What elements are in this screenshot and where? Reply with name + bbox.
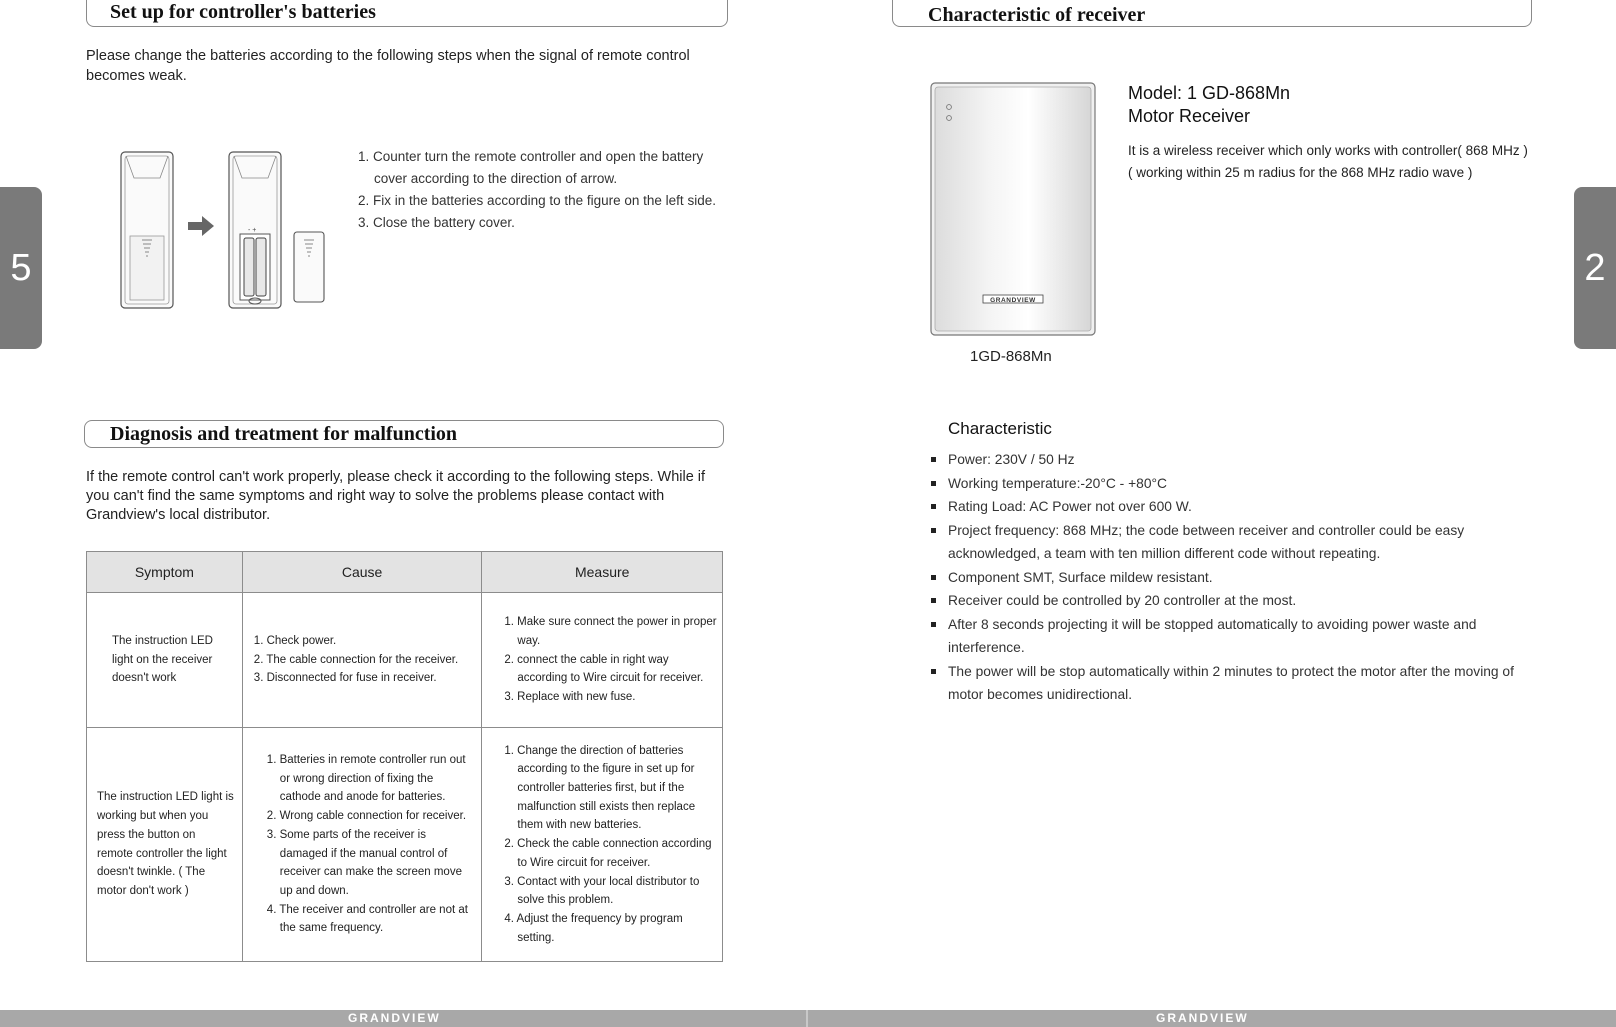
list-item: Power: 230V / 50 Hz — [948, 448, 1548, 472]
battery-step-1-line2: cover according to the direction of arrow. — [374, 171, 618, 186]
page-number-tab-left — [0, 187, 42, 349]
list-item: Working temperature:-20°C - +80°C — [948, 472, 1548, 496]
symptom-cell: The instruction LED light on the receiver doesn't work — [87, 593, 243, 728]
measure-cell — [482, 593, 723, 728]
remote-open-icon — [229, 152, 281, 308]
cause-item: 1. Batteries in remote controller run out or wrong direction of fixing the cathode and anode for batteries. — [266, 753, 466, 804]
direction-arrow-icon — [188, 216, 214, 236]
measure-item: 3. Replace with new fuse. — [504, 691, 636, 704]
list-item: Component SMT, Surface mildew resistant. — [948, 566, 1548, 590]
measure-item: 1. Change the direction of batteries according to the figure in set up for controller batteries first, but if the malfunction still exists then replace them with new batteries. — [504, 744, 696, 832]
footer-logo-right: GRANDVIEW — [1156, 1011, 1249, 1025]
header-cause: Cause — [242, 552, 482, 593]
battery-step-1-line1: 1. Counter turn the remote controller and open the battery — [358, 149, 704, 164]
cause-item: 2. The cable connection for the receiver. — [253, 653, 459, 666]
page-number-tab-right — [1574, 187, 1616, 349]
cause-item: 3. Some parts of the receiver is damaged if the manual control of receiver can make the screen move up and down. — [266, 828, 462, 897]
cause-cell — [242, 728, 482, 962]
description-line: It is a wireless receiver which only works with controller( 868 MHz ) — [1128, 143, 1528, 158]
cause-item: 3. Disconnected for fuse in receiver. — [253, 672, 437, 685]
measure-cell — [482, 728, 723, 962]
battery-cover-icon — [294, 232, 324, 302]
device-logo: GRANDVIEW — [990, 297, 1036, 304]
footer-bar — [0, 1010, 1616, 1027]
cause-item: 1. Check power. — [253, 634, 337, 647]
diagnosis-title: Diagnosis and treatment for malfunction — [110, 423, 458, 445]
measure-item: 2. Check the cable connection according to Wire circuit for receiver. — [504, 838, 712, 869]
header-symptom: Symptom — [87, 552, 243, 593]
batteries-intro: Please change the batteries according to the following steps when the signal of remote control becomes weak. — [86, 48, 690, 84]
device-caption: 1GD-868Mn — [970, 348, 1052, 365]
cause-item: 2. Wrong cable connection for receiver. — [266, 810, 467, 823]
battery-steps — [358, 146, 738, 234]
list-item: After 8 seconds projecting it will be stopped automatically to avoiding power waste and interference. — [948, 613, 1548, 660]
table-header-row — [87, 552, 723, 593]
diagnosis-intro: If the remote control can't work properly, please check it according to the following steps. While if you can't find the same symptoms and right way to solve the problems please contact with Grandview's local distributor. — [86, 469, 706, 523]
symptom-cell: The instruction LED light is working but when you press the button on remote controller the light doesn't twinkle. ( The motor don't work ) — [87, 728, 243, 962]
receiver-title: Characteristic of receiver — [928, 4, 1146, 26]
battery-step-1 — [358, 146, 738, 190]
list-item: Rating Load: AC Power not over 600 W. — [948, 495, 1548, 519]
cause-item: 4. The receiver and controller are not at the same frequency. — [266, 903, 468, 935]
footer-logo-left: GRANDVIEW — [348, 1011, 441, 1025]
table-row — [87, 593, 723, 728]
polarity-marks: - + — [248, 227, 257, 234]
measure-item: 3. Contact with your local distributor to solve this problem. — [504, 875, 700, 907]
measure-item: 4. Adjust the frequency by program setting. — [504, 912, 683, 944]
model-line: Model: 1 GD-868Mn — [1128, 83, 1291, 103]
list-item: Receiver could be controlled by 20 controller at the most. — [948, 589, 1548, 613]
device-description — [1128, 140, 1608, 184]
list-item: Project frequency: 868 MHz; the code between receiver and controller could be easy acknowledged, a team with ten million different code without repeating. — [948, 519, 1548, 566]
battery-step-3: 3. Close the battery cover. — [358, 215, 515, 230]
diagnosis-table — [86, 551, 723, 962]
page-divider — [806, 1010, 808, 1027]
page-number-left: 5 — [10, 246, 32, 289]
header-measure: Measure — [482, 552, 723, 593]
cause-cell — [242, 593, 482, 728]
battery-replacement-figure — [116, 148, 328, 312]
measure-item: 1. Make sure connect the power in proper way. — [504, 616, 717, 647]
product-name: Motor Receiver — [1128, 106, 1251, 126]
description-line: ( working within 25 m radius for the 868 MHz radio wave ) — [1128, 165, 1473, 180]
receiver-device-image — [930, 82, 1098, 338]
battery-step-2: 2. Fix in the batteries according to the figure on the left side. — [358, 193, 716, 208]
list-item: The power will be stop automatically within 2 minutes to protect the motor after the moving of motor becomes unidirectional. — [948, 660, 1548, 707]
table-row — [87, 728, 723, 962]
measure-item: 2. connect the cable in right way according to Wire circuit for receiver. — [504, 653, 704, 685]
page-number-right: 2 — [1584, 246, 1606, 289]
characteristic-title: Characteristic — [948, 419, 1052, 438]
characteristic-list — [948, 448, 1548, 707]
remote-closed-icon — [121, 152, 173, 308]
batteries-title: Set up for controller's batteries — [110, 1, 376, 23]
